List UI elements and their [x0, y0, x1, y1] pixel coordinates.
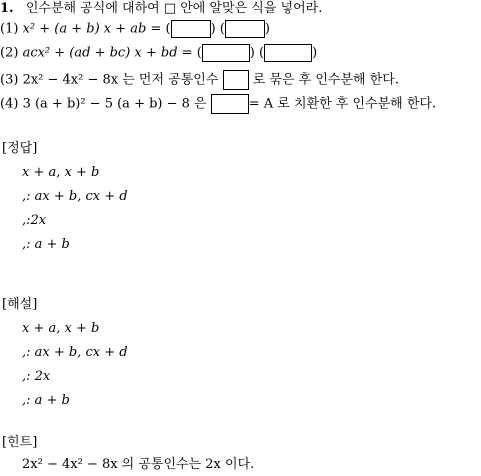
- item-text-before: 3 (a + b)² − 5 (a + b) − 8 은: [22, 96, 207, 112]
- answer-line: x + a, x + b: [22, 165, 100, 180]
- problem-item-1: [0, 20, 270, 39]
- paren-close: ): [249, 45, 255, 61]
- answer-line: ,: a + b: [22, 237, 70, 252]
- item-label: (3): [0, 72, 19, 88]
- paren-close: ): [312, 45, 318, 61]
- item-expression: x² + (a + b) x + ab =: [22, 21, 162, 37]
- item-expression: acx² + (ad + bc) x + bd =: [22, 45, 193, 61]
- answer-line: ,:2x: [22, 213, 47, 228]
- item-label: (2): [0, 45, 19, 61]
- item-text-after: = A 로 치환한 후 인수분해 한다.: [248, 96, 437, 112]
- explanation-line: ,: 2x: [22, 369, 51, 384]
- item-text-before: 2x² − 4x² − 8x 는 먼저 공통인수: [22, 72, 219, 88]
- item-label: (4): [0, 96, 19, 112]
- paren-open: (: [219, 21, 225, 37]
- problem-instruction: 인수분해 공식에 대하여 □ 안에 알맞은 식을 넣어라.: [25, 1, 323, 16]
- answer-blank[interactable]: [171, 20, 211, 38]
- problem-header: [0, 0, 322, 18]
- problem-number: 1.: [0, 1, 14, 16]
- problem-item-3: [0, 70, 399, 90]
- explanation-line: x + a, x + b: [22, 321, 100, 336]
- answer-blank[interactable]: [211, 94, 249, 114]
- paren-open: (: [196, 45, 202, 61]
- paren-open: (: [259, 45, 265, 61]
- answer-line: ,: ax + b, cx + d: [22, 189, 128, 204]
- hint-heading: [힌트]: [2, 435, 38, 450]
- paren-close: ): [264, 21, 270, 37]
- explanation-line: ,: ax + b, cx + d: [22, 345, 128, 360]
- hint-text: 2x² − 4x² − 8x 의 공통인수는 2x 이다.: [22, 457, 255, 472]
- explanation-line: ,: a + b: [22, 393, 70, 408]
- item-label: (1): [0, 21, 19, 37]
- paren-close: ): [210, 21, 216, 37]
- answer-blank[interactable]: [202, 44, 250, 62]
- explanation-heading: [해설]: [2, 297, 38, 312]
- paren-open: (: [165, 21, 171, 37]
- problem-item-4: [0, 94, 436, 114]
- item-text-after: 로 묶은 후 인수분해 한다.: [252, 72, 399, 88]
- answer-blank[interactable]: [225, 20, 265, 38]
- answer-heading: [정답]: [2, 141, 38, 156]
- answer-blank[interactable]: [264, 44, 312, 62]
- answer-blank[interactable]: [223, 70, 249, 90]
- problem-item-2: [0, 44, 317, 63]
